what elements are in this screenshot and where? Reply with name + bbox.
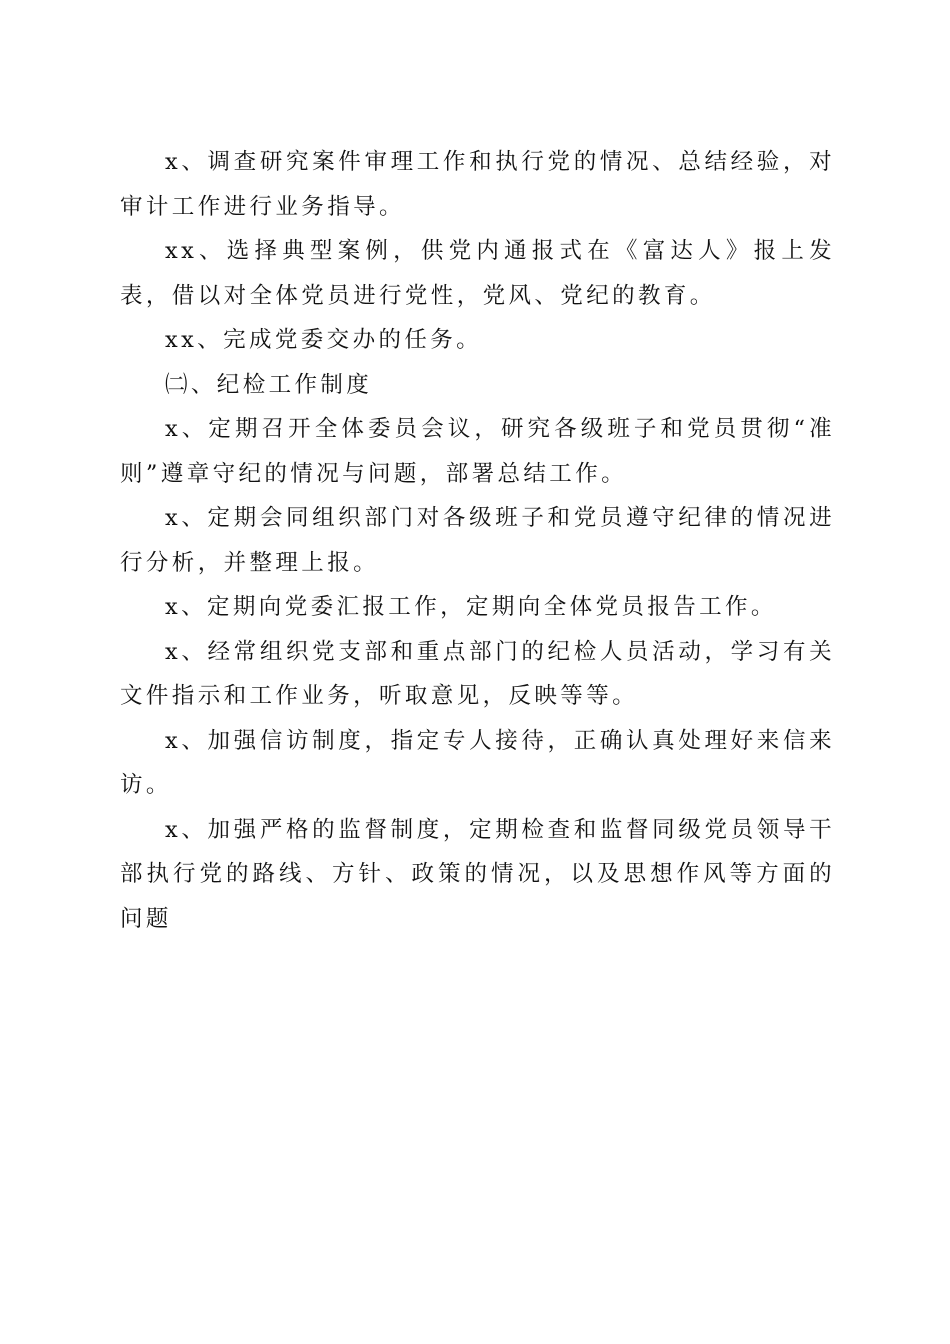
paragraph-10: x、加强严格的监督制度，定期检查和监督同级党员领导干部执行党的路线、方针、政策的情况，以及思想作风等方面的问题 [120, 816, 835, 932]
paragraph-1: x、调查研究案件审理工作和执行党的情况、总结经验，对审计工作进行业务指导。 [120, 149, 835, 220]
paragraph-7: x、定期向党委汇报工作，定期向全体党员报告工作。 [165, 594, 777, 620]
document-body [120, 140, 835, 941]
paragraph-2: xx、选择典型案例，供党内通报式在《富达人》报上发表，借以对全体党员进行党性，党风、党纪的教育。 [120, 238, 835, 309]
paragraph-5: x、定期召开全体委员会议，研究各级班子和党员贯彻“准则”遵章守纪的情况与问题，部署总结工作。 [120, 416, 835, 487]
section-heading: ㈡、纪检工作制度 [165, 371, 373, 398]
paragraph-9: x、加强信访制度，指定专人接待，正确认真处理好来信来访。 [120, 727, 835, 798]
paragraph-8: x、经常组织党支部和重点部门的纪检人员活动，学习有关文件指示和工作业务，听取意见，反映等等。 [120, 638, 835, 709]
paragraph-3: xx、完成党委交办的任务。 [165, 327, 483, 353]
paragraph-6: x、定期会同组织部门对各级班子和党员遵守纪律的情况进行分析，并整理上报。 [120, 505, 835, 576]
